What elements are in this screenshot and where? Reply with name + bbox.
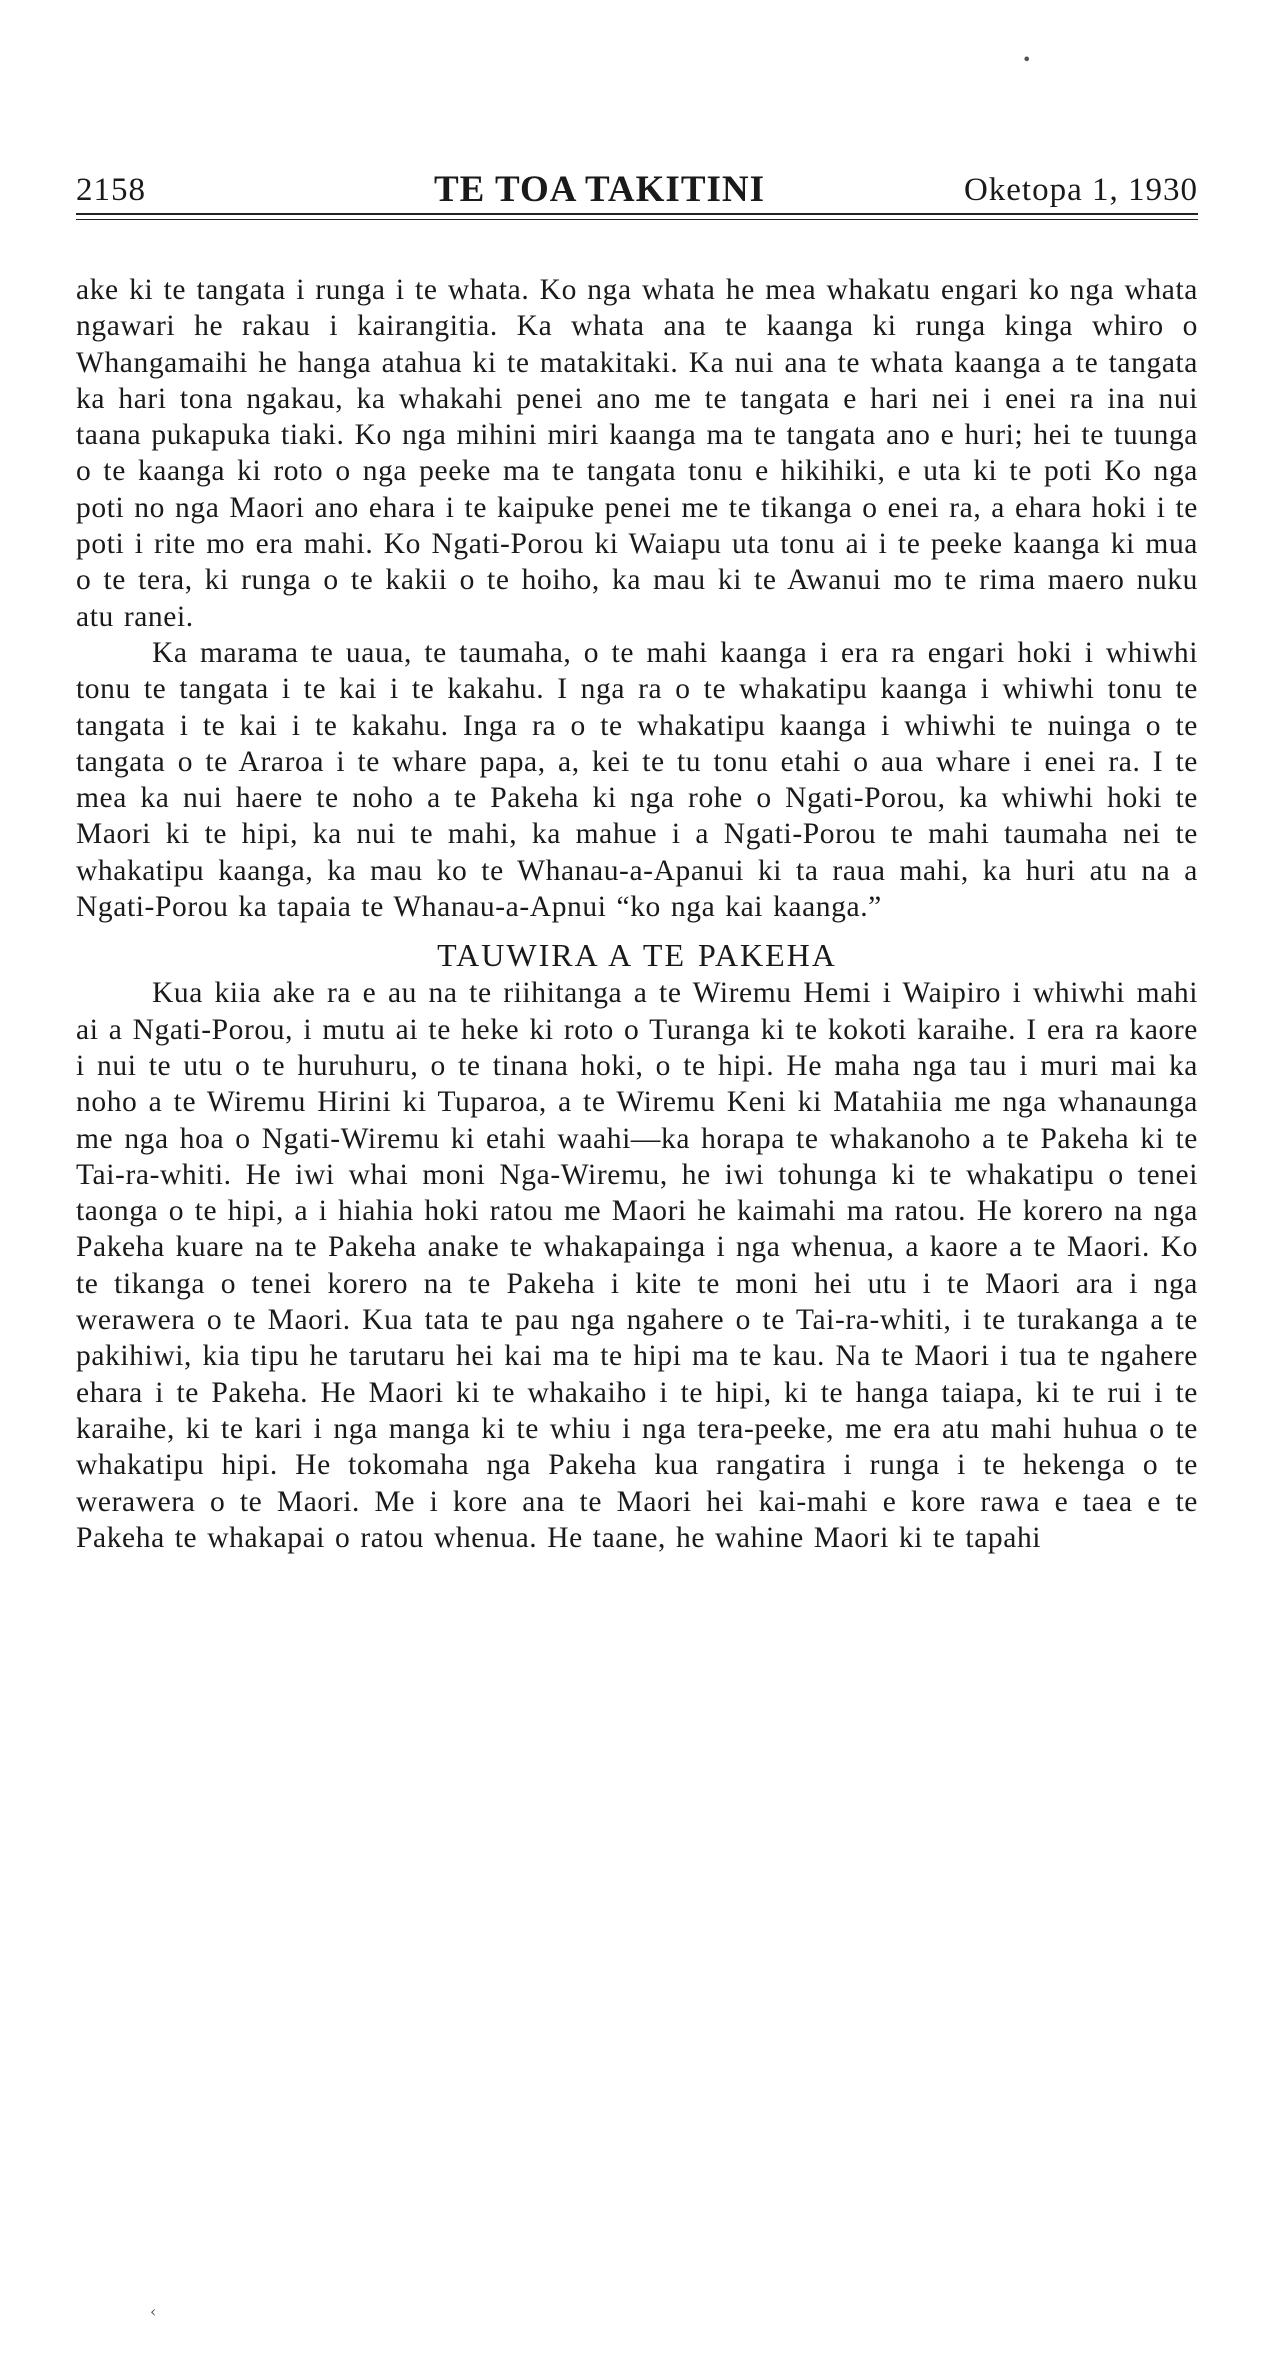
header-rule-thin [76,219,1198,220]
paragraph: ake ki te tangata i runga i te whata. Ko nga whata he mea whakatu engari ko nga whata ngawari he rakau i kairangitia. Ka whata ana te kaanga ki runga kinga whiro o Whangamaihi he hanga atahua ki te matakitaki. Ka nui ana te whata kaanga a te tangata ka hari tona ngakau, ka whakahi penei ano me te tangata e hari nei i enei ra ina nui taana pukapuka tiaki. Ko nga mihini miri kaanga ma te tangata ano e huri; hei te tuunga o te kaanga ki roto o nga peeke ma te tangata tonu e hikihiki, e uta ki te poti Ko nga poti no nga Maori ano ehara i te kaipuke penei me te tikanga o enei ra, a ehara hoki i te poti i rite mo era mahi. Ko Ngati-Porou ki Waiapu uta tonu ai i te peeke kaanga ki mua o te tera, ki runga o te kakii o te hoiho, ka mau ki te Awanui mo te rima maero nuku atu ranei. [76,274,1198,633]
page-header [76,168,1198,208]
paragraph: Ka marama te uaua, te taumaha, o te mahi kaanga i era ra engari hoki i whiwhi tonu te tangata i te kai i te kakahu. I nga ra o te whakatipu kaanga i whiwhi tonu te tangata i te kai i te kakahu. Inga ra o te whakatipu kaanga i whiwhi te nuinga o te tangata o te Araroa i te whare papa, a, kei te tu tonu etahi o aua whare i enei ra. I te mea ka nui haere te noho a te Pakeha ki nga rohe o Ngati-Porou, ka whiwhi hoki te Maori ki te hipi, ka nui te mahi, ka mahue i a Ngati-Porou te mahi taumaha nei te whakatipu kaanga, ka mau ko te Whanau-a-Apanui ki ta raua mahi, ka huri atu na a Ngati-Porou ka tapaia te Whanau-a-Apnui “ko nga kai kaanga.” [76,636,1198,924]
stray-mark: • [1022,50,1032,69]
section-heading: TAUWIRA A TE PAKEHA [437,937,837,974]
paragraph: Kua kiia ake ra e au na te riihitanga a te Wiremu Hemi i Waipiro i whiwhi mahi ai a Ngati-Porou, i mutu ai te heke ki roto o Turanga ki te kokoti karaihe. I era ra kaore i nui te utu o te huruhuru, o te tinana hoki, o te hipi. He maha nga tau i muri mai ka noho a te Wiremu Hirini ki Tuparoa, a te Wiremu Keni ki Matahiia me nga whanaunga me nga hoa o Ngati-Wiremu ki etahi waahi—ka horapa te whakanoho a te Pakeha ki te Tai-ra-whiti. He iwi whai moni Nga-Wiremu, he iwi tohunga ki te whakatipu o tenei taonga o te hipi, a i hiahia hoki ratou me Maori he kaimahi ma ratou. He korero na nga Pakeha kuare na te Pakeha anake te whakapainga i nga whenua, a kaore a te Maori. Ko te tikanga o tenei korero na te Pakeha i kite te moni hei utu i te Maori ara i nga werawera o te Maori. Kua tata te pau nga ngahere o te Tai-ra-whiti, i te turakanga a te pakihiwi, kia tipu he tarutaru hei kai ma te hipi ma te kau. Na te Maori i tua te ngahere ehara i te Pakeha. He Maori ki te whakaiho i te hipi, ki te hanga taiapa, ki te rui i te karaihe, ki te kari i nga manga ki te whiu i nga tera-peeke, me era atu mahi huhua o te whakatipu hipi. He tokomaha nga Pakeha kua rangatira i runga i te hekenga o te werawera o te Maori. Me i kore ana te Maori hei kai-mahi e kore rawa e taea e te Pakeha te whakapai o ratou whenua. He taane, he wahine Maori ki te tapahi [76,977,1198,1554]
stray-mark: ‹ [150,2302,157,2321]
header-rule [76,213,1198,215]
issue-date: Oketopa 1, 1930 [963,172,1198,208]
article-body [76,272,1198,1556]
journal-title: TE TOA TAKITINI [434,169,766,210]
page-number: 2158 [76,172,146,208]
